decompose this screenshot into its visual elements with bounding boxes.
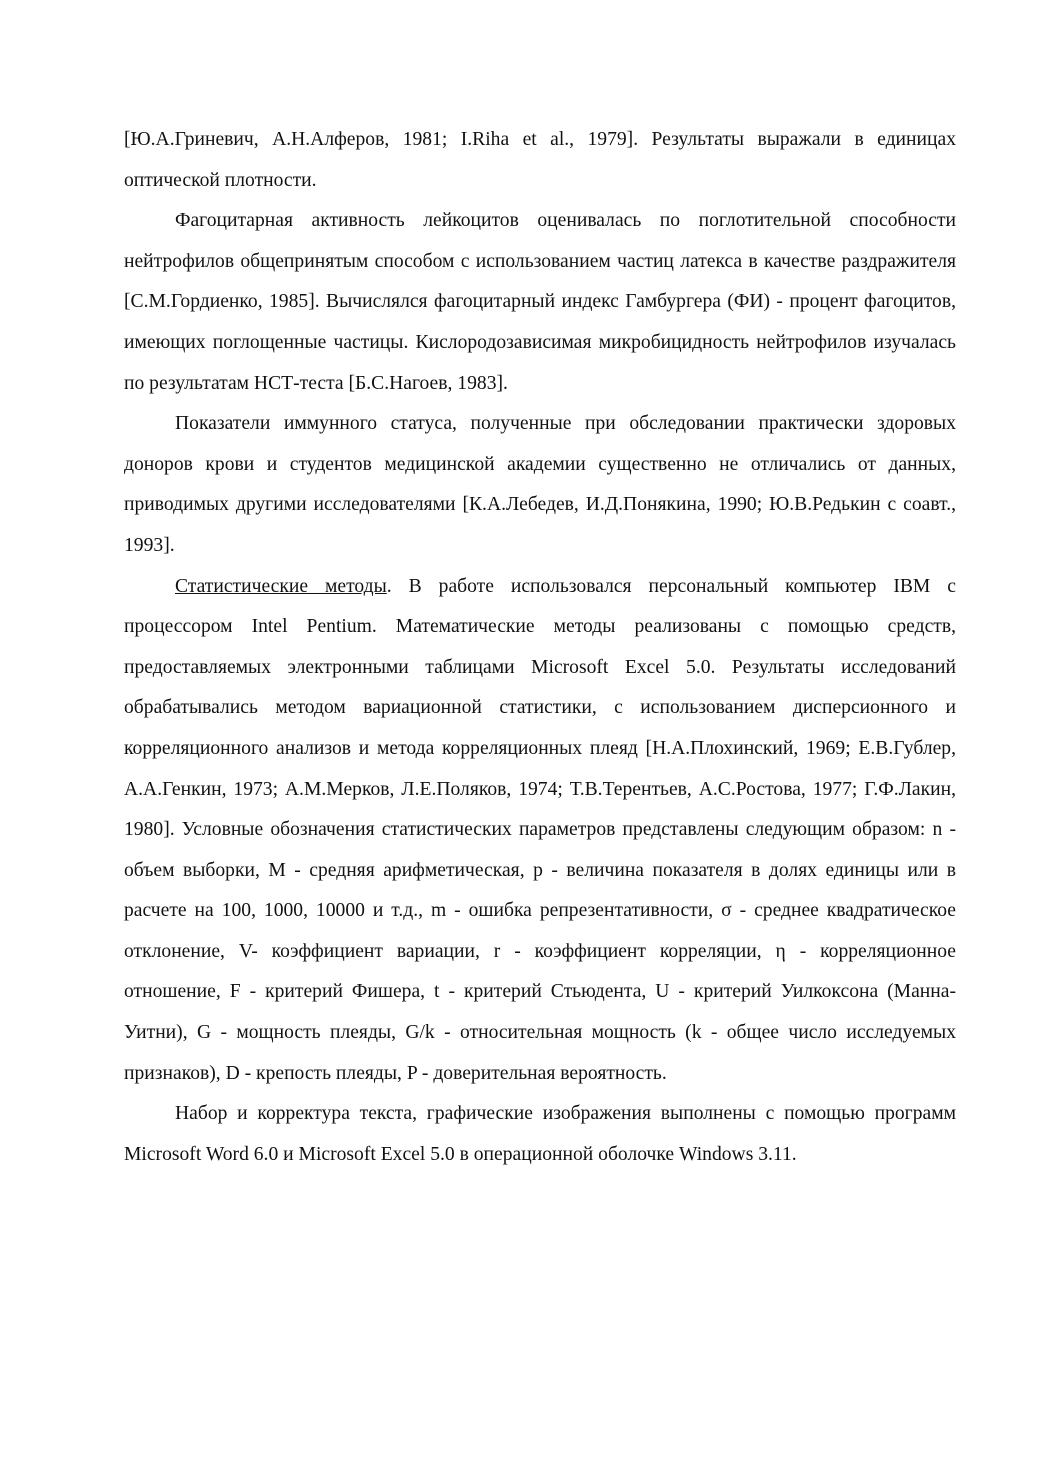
paragraph-typesetting: Набор и корректура текста, графические изображения выполнены с помощью программ Microsoft Word 6.0 и Microsoft Excel 5.0 в операционной оболочке Windows 3.11. bbox=[124, 1103, 956, 1165]
paragraph-immune-status: Показатели иммунного статуса, полученные при обследовании практически здоровых доноров крови и студентов медицинской академии существенно не отличались от данных, приводимых другими исследователями [К.А.Лебедев, И.Д.Понякина, 1990; Ю.В.Редькин с соавт., 1993]. bbox=[124, 413, 956, 556]
paragraph-statistical-methods-body: . В работе использовался персональный компьютер IBM с процессором Intel Pentium. Математические методы реализованы с помощью средств, предоставляемых электронными таблицами Microsoft Excel 5.0. Результаты исследований обрабатывались методом вариационной статистики, с использованием дисперсионного и корреляционного анализов и метода корреляционных плеяд [Н.А.Плохинский, 1969; Е.В.Гублер, А.А.Генкин, 1973; А.М.Мерков, Л.Е.Поляков, 1974; Т.В.Терентьев, А.С.Ростова, 1977; Г.Ф.Лакин, 1980]. Условные обозначения статистических параметров представлены следующим образом: n - объем выборки, M - средняя арифметическая, p - величина показателя в долях единицы или в расчете на 100, 1000, 10000 и т.д., m - ошибка репрезентативности, σ - среднее квадратическое отклонение, V- коэффициент вариации, r - коэффициент корреляции, η - корреляционное отношение, F - критерий Фишера, t - критерий Стьюдента, U - критерий Уилкоксона (Манна-Уитни), G - мощность плеяды, G/k - относительная мощность (k - общее число исследуемых признаков), D - крепость плеяды, P - доверительная вероятность. bbox=[124, 575, 956, 1084]
paragraph-statistical-methods bbox=[124, 567, 956, 1095]
section-heading-statistical-methods: Статистические методы bbox=[175, 575, 387, 597]
paragraph-continuation: [Ю.А.Гриневич, А.Н.Алферов, 1981; I.Riha et al., 1979]. Результаты выражали в единицах оптической плотности. bbox=[124, 129, 956, 191]
document-page bbox=[124, 120, 956, 1175]
paragraph-phagocytic-activity: Фагоцитарная активность лейкоцитов оценивалась по поглотительной способности нейтрофилов общепринятым способом с использованием частиц латекса в качестве раздражителя [С.М.Гордиенко, 1985]. Вычислялся фагоцитарный индекс Гамбургера (ФИ) - процент фагоцитов, имеющих поглощенные частицы. Кислородозависимая микробицидность нейтрофилов изучалась по результатам НСТ-теста [Б.С.Нагоев, 1983]. bbox=[124, 210, 956, 394]
